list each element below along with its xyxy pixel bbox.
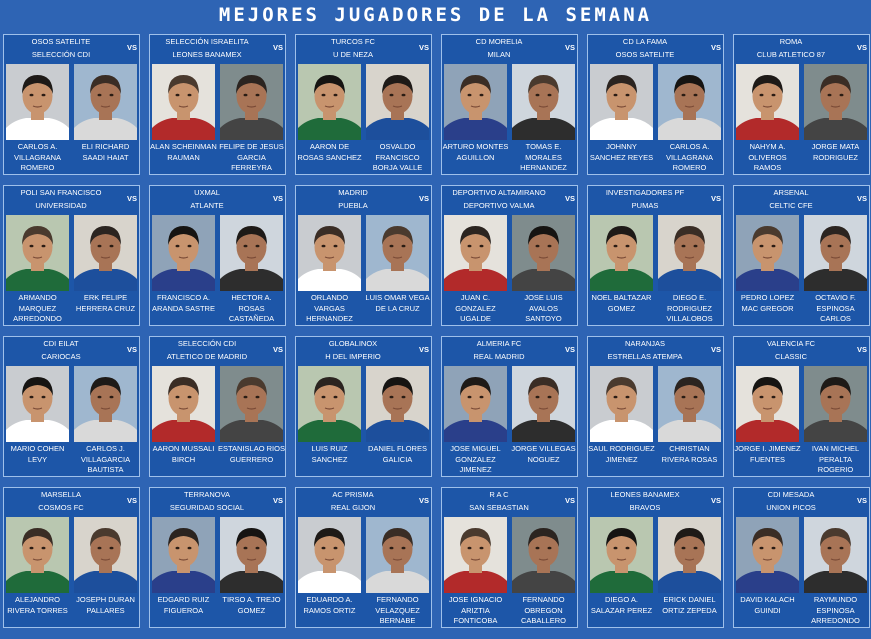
vs-label: VS [564, 496, 575, 505]
match-header [296, 35, 410, 62]
player-photo [736, 64, 799, 140]
player-photo [512, 517, 575, 593]
match-card [587, 185, 724, 326]
player-photo [590, 64, 653, 140]
player-photo [658, 517, 721, 593]
team-b: ESTRELLAS ATEMPA [607, 352, 683, 361]
team-a: ARSENAL [773, 188, 809, 197]
match-header [442, 186, 556, 213]
team-a: CDI MESADA [767, 490, 815, 499]
players [6, 215, 137, 323]
player-a [590, 64, 653, 172]
player-a [444, 64, 507, 172]
player-name: JOHNNY SANCHEZ REYES [589, 142, 654, 162]
match-header [734, 35, 848, 62]
player-name: JOSE IGNACIO ARIZTIA FONTICOBA [448, 595, 503, 625]
player-photo [74, 517, 137, 593]
player-photo [220, 366, 283, 442]
team-b: REAL GIJON [330, 503, 376, 512]
team-b: REAL MADRID [473, 352, 525, 361]
match-card [149, 487, 286, 628]
vs-label: VS [710, 194, 721, 203]
match-header [588, 488, 702, 515]
player-name: EDUARDO A. RAMOS ORTIZ [303, 595, 356, 615]
team-a: TERRANOVA [183, 490, 231, 499]
player-a [298, 64, 361, 172]
player-a [6, 517, 69, 625]
player-b [366, 215, 429, 323]
player-a [6, 366, 69, 474]
player-name: RAYMUNDO ESPINOSA ARREDONDO [811, 595, 860, 625]
vs-label: VS [126, 345, 137, 354]
player-b [74, 517, 137, 625]
page-title: MEJORES JUGADORES DE LA SEMANA [218, 4, 653, 26]
player-name: TIRSO A. TREJO GOMEZ [222, 595, 281, 615]
player-b [658, 64, 721, 172]
vs-label: VS [564, 194, 575, 203]
player-name: DANIEL FLORES GALICIA [368, 444, 427, 464]
match-card [3, 336, 140, 477]
players [444, 517, 575, 625]
players [6, 366, 137, 474]
players [444, 215, 575, 323]
match-header [150, 488, 264, 515]
match-header [4, 488, 118, 515]
player-a [152, 215, 215, 323]
player-b [220, 366, 283, 474]
player-name: ALAN SCHEINMAN RAUMAN [150, 142, 217, 162]
player-name: ESTANISLAO RIOS GUERRERO [218, 444, 285, 464]
player-photo [444, 366, 507, 442]
player-a [6, 215, 69, 323]
vs-label: VS [272, 496, 283, 505]
players [6, 517, 137, 625]
player-photo [366, 366, 429, 442]
player-name: ALEJANDRO RIVERA TORRES [7, 595, 68, 615]
player-name: FELIPE DE JESUS GARCIA FERREYRA [219, 142, 284, 172]
team-a: INVESTIGADORES PF [605, 188, 685, 197]
team-a: R A C [489, 490, 509, 499]
vs-label: VS [856, 496, 867, 505]
team-b: UNIVERSIDAD [35, 201, 87, 210]
match-card [733, 34, 870, 175]
player-name: TOMAS E. MORALES HERNANDEZ [520, 142, 567, 172]
team-a: CDI EILAT [43, 339, 79, 348]
players [152, 215, 283, 323]
player-name: NAHYM A. OLIVEROS RAMOS [748, 142, 787, 172]
vs-label: VS [564, 345, 575, 354]
player-photo [658, 64, 721, 140]
player-name: AARON DE ROSAS SANCHEZ [297, 142, 362, 162]
player-name: ARTURO MONTES AGUILLON [442, 142, 509, 162]
team-a: LEONES BANAMEX [610, 490, 680, 499]
player-a [298, 366, 361, 474]
players [736, 366, 867, 474]
match-header [588, 35, 702, 62]
team-a: AC PRISMA [332, 490, 374, 499]
player-name: LUIS OMAR VEGA DE LA CRUZ [365, 293, 430, 313]
match-header [296, 186, 410, 213]
player-photo [6, 215, 69, 291]
vs-label: VS [272, 345, 283, 354]
team-b: SEGURIDAD SOCIAL [169, 503, 245, 512]
player-name: CARLOS J. VILLAGARCIA BAUTISTA [80, 444, 131, 474]
team-b: UNION PICOS [766, 503, 816, 512]
match-card [733, 487, 870, 628]
match-header [296, 337, 410, 364]
team-b: MILAN [487, 50, 511, 59]
player-photo [444, 517, 507, 593]
player-photo [366, 215, 429, 291]
player-name: LUIS RUIZ SANCHEZ [311, 444, 348, 464]
players [6, 64, 137, 172]
player-name: OCTAVIO F. ESPINOSA CARLOS [815, 293, 856, 323]
player-photo [736, 517, 799, 593]
vs-label: VS [418, 345, 429, 354]
match-card [587, 487, 724, 628]
match-card [441, 34, 578, 175]
players [590, 215, 721, 323]
vs-label: VS [126, 43, 137, 52]
player-b [366, 517, 429, 625]
team-b: CLUB ATLETICO 87 [756, 50, 826, 59]
team-a: SELECCIÓN ISRAELITA [165, 37, 249, 46]
players [152, 366, 283, 474]
player-a [152, 517, 215, 625]
player-name: EDGARD RUIZ FIGUEROA [157, 595, 210, 615]
team-b: LEONES BANAMEX [172, 50, 242, 59]
player-a [590, 517, 653, 625]
players [298, 517, 429, 625]
match-header [734, 488, 848, 515]
team-b: ATLETICO DE MADRID [166, 352, 248, 361]
player-photo [512, 215, 575, 291]
player-name: JORGE MATA RODRIGUEZ [811, 142, 860, 162]
player-name: CARLOS A. VILLAGRANA ROMERO [665, 142, 714, 172]
player-name: ERK FELIPE HERRERA CRUZ [75, 293, 136, 313]
team-b: ATLANTE [190, 201, 224, 210]
player-a [590, 215, 653, 323]
players [152, 64, 283, 172]
player-photo [74, 64, 137, 140]
match-card [295, 336, 432, 477]
player-photo [804, 64, 867, 140]
match-header [150, 186, 264, 213]
match-card [441, 185, 578, 326]
team-b: SAN SEBASTIAN [469, 503, 529, 512]
player-name: NOEL BALTAZAR GOMEZ [591, 293, 652, 313]
players [298, 215, 429, 323]
player-name: IVAN MICHEL PERALTA ROGERIO [811, 444, 860, 474]
player-name: ERICK DANIEL ORTIZ ZEPEDA [662, 595, 717, 615]
player-a [298, 517, 361, 625]
player-name: FERNANDO VELAZQUEZ BERNABE [375, 595, 420, 625]
players [152, 517, 283, 625]
player-photo [804, 517, 867, 593]
player-photo [298, 517, 361, 593]
players [298, 366, 429, 474]
player-photo [804, 366, 867, 442]
player-photo [512, 64, 575, 140]
player-name: FRANCISCO A. ARANDA SASTRE [152, 293, 215, 313]
match-card [295, 185, 432, 326]
player-photo [298, 366, 361, 442]
player-photo [366, 517, 429, 593]
vs-label: VS [418, 496, 429, 505]
player-photo [6, 366, 69, 442]
player-b [804, 64, 867, 172]
players [736, 517, 867, 625]
team-b: CARIOCAS [41, 352, 81, 361]
match-card [733, 336, 870, 477]
player-photo [590, 517, 653, 593]
players [590, 366, 721, 474]
player-name: JORGE VILLEGAS NOGUEZ [511, 444, 576, 464]
team-a: ALMERIA FC [476, 339, 522, 348]
player-photo [74, 366, 137, 442]
player-name: ARMANDO MARQUEZ ARREDONDO [13, 293, 62, 323]
team-b: U DE NEZA [332, 50, 373, 59]
player-photo [74, 215, 137, 291]
player-b [366, 366, 429, 474]
player-b [512, 64, 575, 172]
player-b [658, 215, 721, 323]
team-a: VALENCIA FC [766, 339, 816, 348]
player-photo [298, 64, 361, 140]
match-header [734, 186, 848, 213]
player-name: JUAN C. GONZALEZ UGALDE [455, 293, 496, 323]
match-card [149, 185, 286, 326]
player-b [74, 64, 137, 172]
team-a: GLOBALINOX [328, 339, 378, 348]
match-header [442, 488, 556, 515]
team-a: OSOS SATELITE [31, 37, 91, 46]
match-card [295, 487, 432, 628]
player-name: DIEGO A. SALAZAR PEREZ [590, 595, 653, 615]
team-b: PUMAS [631, 201, 659, 210]
players [590, 64, 721, 172]
match-card [3, 185, 140, 326]
player-a [444, 215, 507, 323]
player-name: JOSE MIGUEL GONZALEZ JIMENEZ [450, 444, 501, 474]
player-name: CARLOS A. VILLAGRANA ROMERO [13, 142, 62, 172]
team-a: UXMAL [194, 188, 220, 197]
player-a [736, 64, 799, 172]
matches-grid [3, 34, 870, 628]
player-photo [658, 366, 721, 442]
player-b [512, 517, 575, 625]
match-header [150, 35, 264, 62]
match-header [4, 186, 118, 213]
match-card [587, 34, 724, 175]
player-a [736, 215, 799, 323]
player-b [658, 517, 721, 625]
vs-label: VS [856, 194, 867, 203]
player-name: JOSE LUIS AVALOS SANTOYO [524, 293, 563, 323]
team-b: SELECCIÓN CDI [31, 50, 91, 59]
vs-label: VS [710, 496, 721, 505]
match-card [149, 336, 286, 477]
player-photo [444, 215, 507, 291]
player-b [220, 215, 283, 323]
player-b [804, 215, 867, 323]
player-photo [658, 215, 721, 291]
player-name: HECTOR A. ROSAS CASTAÑEDA [228, 293, 275, 323]
vs-label: VS [856, 345, 867, 354]
player-name: DAVID KALACH GUINDI [740, 595, 795, 615]
team-a: NARANJAS [624, 339, 665, 348]
player-name: SAUL RODRIGUEZ JIMENEZ [588, 444, 655, 464]
match-card [733, 185, 870, 326]
player-photo [444, 64, 507, 140]
player-a [590, 366, 653, 474]
players [298, 64, 429, 172]
player-a [444, 517, 507, 625]
match-card [295, 34, 432, 175]
player-name: JORGE I. JIMENEZ FUENTES [734, 444, 801, 464]
player-photo [590, 366, 653, 442]
player-photo [590, 215, 653, 291]
player-b [220, 517, 283, 625]
match-card [441, 336, 578, 477]
match-header [588, 186, 702, 213]
team-b: CELTIC CFE [769, 201, 813, 210]
team-a: MADRID [338, 188, 368, 197]
match-card [3, 487, 140, 628]
player-photo [366, 64, 429, 140]
player-b [804, 366, 867, 474]
players [444, 366, 575, 474]
player-b [74, 215, 137, 323]
match-header [442, 35, 556, 62]
vs-label: VS [418, 43, 429, 52]
match-header [150, 337, 264, 364]
player-name: CHRISTIAN RIVERA ROSAS [661, 444, 718, 464]
player-name: MARIO COHEN LEVY [10, 444, 65, 464]
player-photo [220, 64, 283, 140]
player-name: OSVALDO FRANCISCO BORJA VALLE [372, 142, 423, 172]
vs-label: VS [856, 43, 867, 52]
team-a: MARSELLA [40, 490, 82, 499]
player-a [736, 366, 799, 474]
vs-label: VS [710, 345, 721, 354]
player-b [658, 366, 721, 474]
players [736, 215, 867, 323]
player-name: ELI RICHARD SAADI HAIAT [81, 142, 130, 162]
players [590, 517, 721, 625]
player-a [152, 366, 215, 474]
team-a: ROMA [779, 37, 803, 46]
player-b [804, 517, 867, 625]
match-card [441, 487, 578, 628]
team-b: CLASSIC [774, 352, 808, 361]
player-photo [152, 517, 215, 593]
player-photo [220, 517, 283, 593]
vs-label: VS [564, 43, 575, 52]
player-a [6, 64, 69, 172]
player-a [444, 366, 507, 474]
player-b [220, 64, 283, 172]
team-a: CD MORELIA [475, 37, 523, 46]
match-card [149, 34, 286, 175]
team-b: OSOS SATELITE [615, 50, 675, 59]
match-header [734, 337, 848, 364]
vs-label: VS [126, 496, 137, 505]
match-header [442, 337, 556, 364]
players [444, 64, 575, 172]
vs-label: VS [126, 194, 137, 203]
player-photo [298, 215, 361, 291]
team-b: DEPORTIVO VALMA [463, 201, 535, 210]
vs-label: VS [418, 194, 429, 203]
player-a [736, 517, 799, 625]
team-a: DEPORTIVO ALTAMIRANO [452, 188, 546, 197]
match-header [588, 337, 702, 364]
player-name: FERNANDO OBREGON CABALLERO [520, 595, 567, 625]
team-a: POLI SAN FRANCISCO [20, 188, 102, 197]
player-b [512, 366, 575, 474]
match-header [296, 488, 410, 515]
vs-label: VS [710, 43, 721, 52]
vs-label: VS [272, 43, 283, 52]
player-b [366, 64, 429, 172]
player-photo [736, 215, 799, 291]
match-card [3, 34, 140, 175]
player-name: JOSEPH DURAN PALLARES [76, 595, 135, 615]
player-photo [804, 215, 867, 291]
player-photo [6, 64, 69, 140]
team-a: SELECCIÓN CDI [177, 339, 237, 348]
player-name: PEDRO LOPEZ MAC GREGOR [740, 293, 795, 313]
team-a: CD LA FAMA [622, 37, 668, 46]
player-a [152, 64, 215, 172]
player-a [298, 215, 361, 323]
player-name: DIEGO E. RODRIGUEZ VILLALOBOS [666, 293, 713, 323]
player-photo [152, 215, 215, 291]
players [736, 64, 867, 172]
player-photo [152, 366, 215, 442]
player-b [74, 366, 137, 474]
team-b: PUEBLA [338, 201, 368, 210]
player-photo [6, 517, 69, 593]
player-name: AARON MUSSALI BIRCH [152, 444, 215, 464]
vs-label: VS [272, 194, 283, 203]
player-b [512, 215, 575, 323]
match-card [587, 336, 724, 477]
match-header [4, 35, 118, 62]
team-a: TURCOS FC [331, 37, 375, 46]
team-b: COSMOS FC [38, 503, 84, 512]
player-name: ORLANDO VARGAS HERNANDEZ [306, 293, 353, 323]
team-b: BRAVOS [629, 503, 661, 512]
team-b: H DEL IMPERIO [325, 352, 381, 361]
match-header [4, 337, 118, 364]
player-photo [220, 215, 283, 291]
player-photo [512, 366, 575, 442]
player-photo [736, 366, 799, 442]
player-photo [152, 64, 215, 140]
